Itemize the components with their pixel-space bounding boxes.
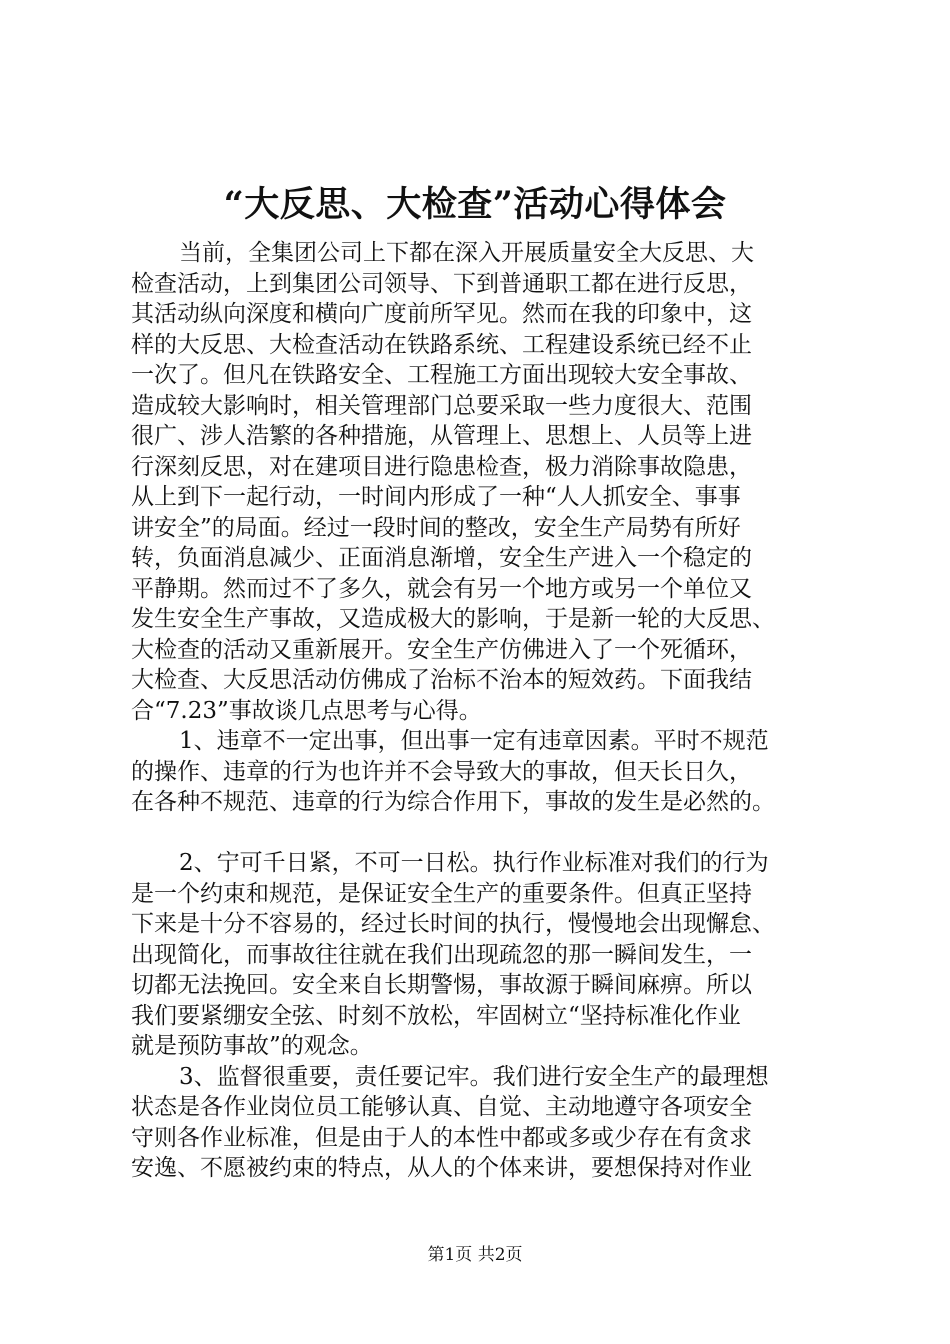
body-line: 的操作、违章的行为也许并不会导致大的事故，但天长日久， xyxy=(131,758,752,785)
body-line: 出现简化，而事故往往就在我们出现疏忽的那一瞬间发生，一 xyxy=(131,941,752,968)
body-line: 安逸、不愿被约束的特点，从人的个体来讲，要想保持对作业 xyxy=(131,1155,752,1181)
body-line: 讲安全”的局面。经过一段时间的整改，安全生产局势有所好 xyxy=(131,514,741,541)
body-line: 转，负面消息减少、正面消息渐增，安全生产进入一个稳定的 xyxy=(131,545,752,571)
body-line: 我们要紧绷安全弦、时刻不放松，牢固树立“坚持标准化作业 xyxy=(131,1002,741,1029)
body-line: 样的大反思、大检查活动在铁路系统、工程建设系统已经不止 xyxy=(131,331,752,358)
body-line: 是一个约束和规范，是保证安全生产的重要条件。但真正坚持 xyxy=(131,880,752,907)
body-line: 大检查的活动又重新展开。安全生产仿佛进入了一个死循环， xyxy=(131,636,752,663)
body-line: 就是预防事故”的观念。 xyxy=(131,1033,373,1059)
body-line: 平静期。然而过不了多久，就会有另一个地方或另一个单位又 xyxy=(131,575,752,602)
document-body xyxy=(131,238,831,1184)
body-line: 下来是十分不容易的，经过长时间的执行，慢慢地会出现懈怠、 xyxy=(131,911,775,937)
body-line: 在各种不规范、违章的行为综合作用下，事故的发生是必然的。 xyxy=(131,789,775,815)
body-line: 2、宁可千日紧，不可一日松。执行作业标准对我们的行为 xyxy=(179,850,769,876)
body-line: 3、监督很重要，责任要记牢。我们进行安全生产的最理想 xyxy=(179,1063,769,1090)
body-line: 发生安全生产事故，又造成极大的影响，于是新一轮的大反思、 xyxy=(131,606,775,632)
body-line: 从上到下一起行动，一时间内形成了一种“人人抓安全、事事 xyxy=(131,484,741,510)
body-line: 检查活动，上到集团公司领导、下到普通职工都在进行反思， xyxy=(131,270,752,297)
body-line: 合“7.23”事故谈几点思考与心得。 xyxy=(131,697,482,724)
body-line: 切都无法挽回。安全来自长期警惕，事故源于瞬间麻痹。所以 xyxy=(131,972,752,998)
body-line: 状态是各作业岗位员工能够认真、自觉、主动地遵守各项安全 xyxy=(131,1094,752,1120)
body-line: 守则各作业标准，但是由于人的本性中都或多或少存在有贪求 xyxy=(131,1124,752,1151)
page-number-footer: 第1页 共2页 xyxy=(427,1245,523,1265)
body-line: 当前，全集团公司上下都在深入开展质量安全大反思、大 xyxy=(179,240,754,266)
body-line: 行深刻反思，对在建项目进行隐患检查，极力消除事故隐患， xyxy=(131,453,752,480)
body-line: 造成较大影响时，相关管理部门总要采取一些力度很大、范围 xyxy=(131,392,752,419)
body-line: 大检查、大反思活动仿佛成了治标不治本的短效药。下面我结 xyxy=(131,667,752,693)
document-title: “大反思、大检查”活动心得体会 xyxy=(223,184,727,225)
body-line: 1、违章不一定出事，但出事一定有违章因素。平时不规范 xyxy=(179,728,769,754)
blank-line xyxy=(131,818,831,849)
body-line: 其活动纵向深度和横向广度前所罕见。然而在我的印象中，这 xyxy=(131,301,752,327)
body-line: 很广、涉人浩繁的各种措施，从管理上、思想上、人员等上进 xyxy=(131,423,752,449)
body-line: 一次了。但凡在铁路安全、工程施工方面出现较大安全事故、 xyxy=(131,362,752,388)
